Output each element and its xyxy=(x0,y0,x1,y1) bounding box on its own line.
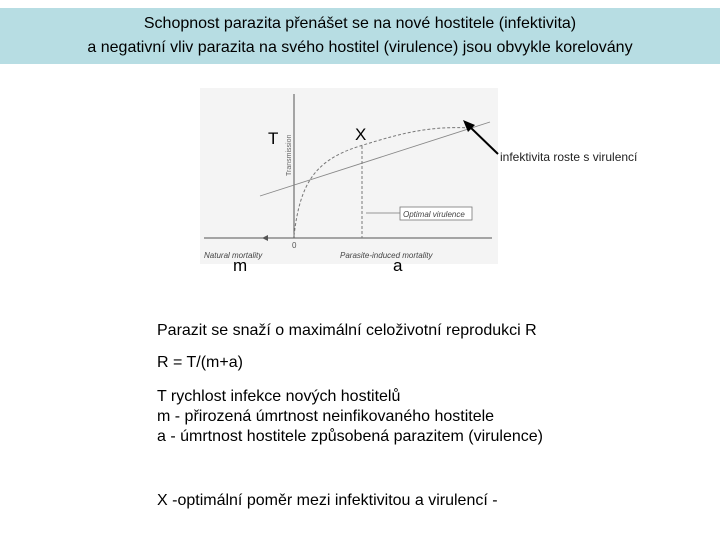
natural-mortality-arrowhead xyxy=(262,235,268,241)
label-m: m xyxy=(233,256,248,275)
label-a: a xyxy=(393,256,403,275)
virulence-trade-off-figure xyxy=(200,88,498,264)
text-def-m: m - přirozená úmrtnost neinfikovaného hostitele xyxy=(157,408,495,425)
optimal-virulence-label: Optimal virulence xyxy=(403,210,465,219)
parasite-mortality-label: Parasite-induced mortality xyxy=(340,251,433,260)
text-reproduction: Parazit se snaží o maximální celoživotní reprodukci R xyxy=(157,322,537,339)
annotation-arrow xyxy=(460,118,504,158)
text-def-a: a - úmrtnost hostitele způsobená parazitem (virulence) xyxy=(157,428,543,445)
text-optimum: X -optimální poměr mezi infektivitou a virulencí - xyxy=(157,492,498,509)
label-x: X xyxy=(355,125,367,144)
annotation-infectivity: infektivita roste s virulencí xyxy=(500,150,638,164)
origin-label: 0 xyxy=(292,241,297,250)
natural-mortality-label: Natural mortality xyxy=(204,251,263,260)
slide-title-line-1: Schopnost parazita přenášet se na nové hostitele (infektivita) xyxy=(143,15,577,32)
label-t: T xyxy=(268,129,279,148)
text-def-t: T rychlost infekce nových hostitelů xyxy=(157,388,401,405)
text-formula: R = T/(m+a) xyxy=(157,354,243,371)
slide-title-line-2: a negativní vliv parazita na svého hostitel (virulence) jsou obvykle korelovány xyxy=(87,39,633,56)
trade-off-graph xyxy=(200,88,498,264)
y-axis-label: Transmission xyxy=(286,134,293,176)
